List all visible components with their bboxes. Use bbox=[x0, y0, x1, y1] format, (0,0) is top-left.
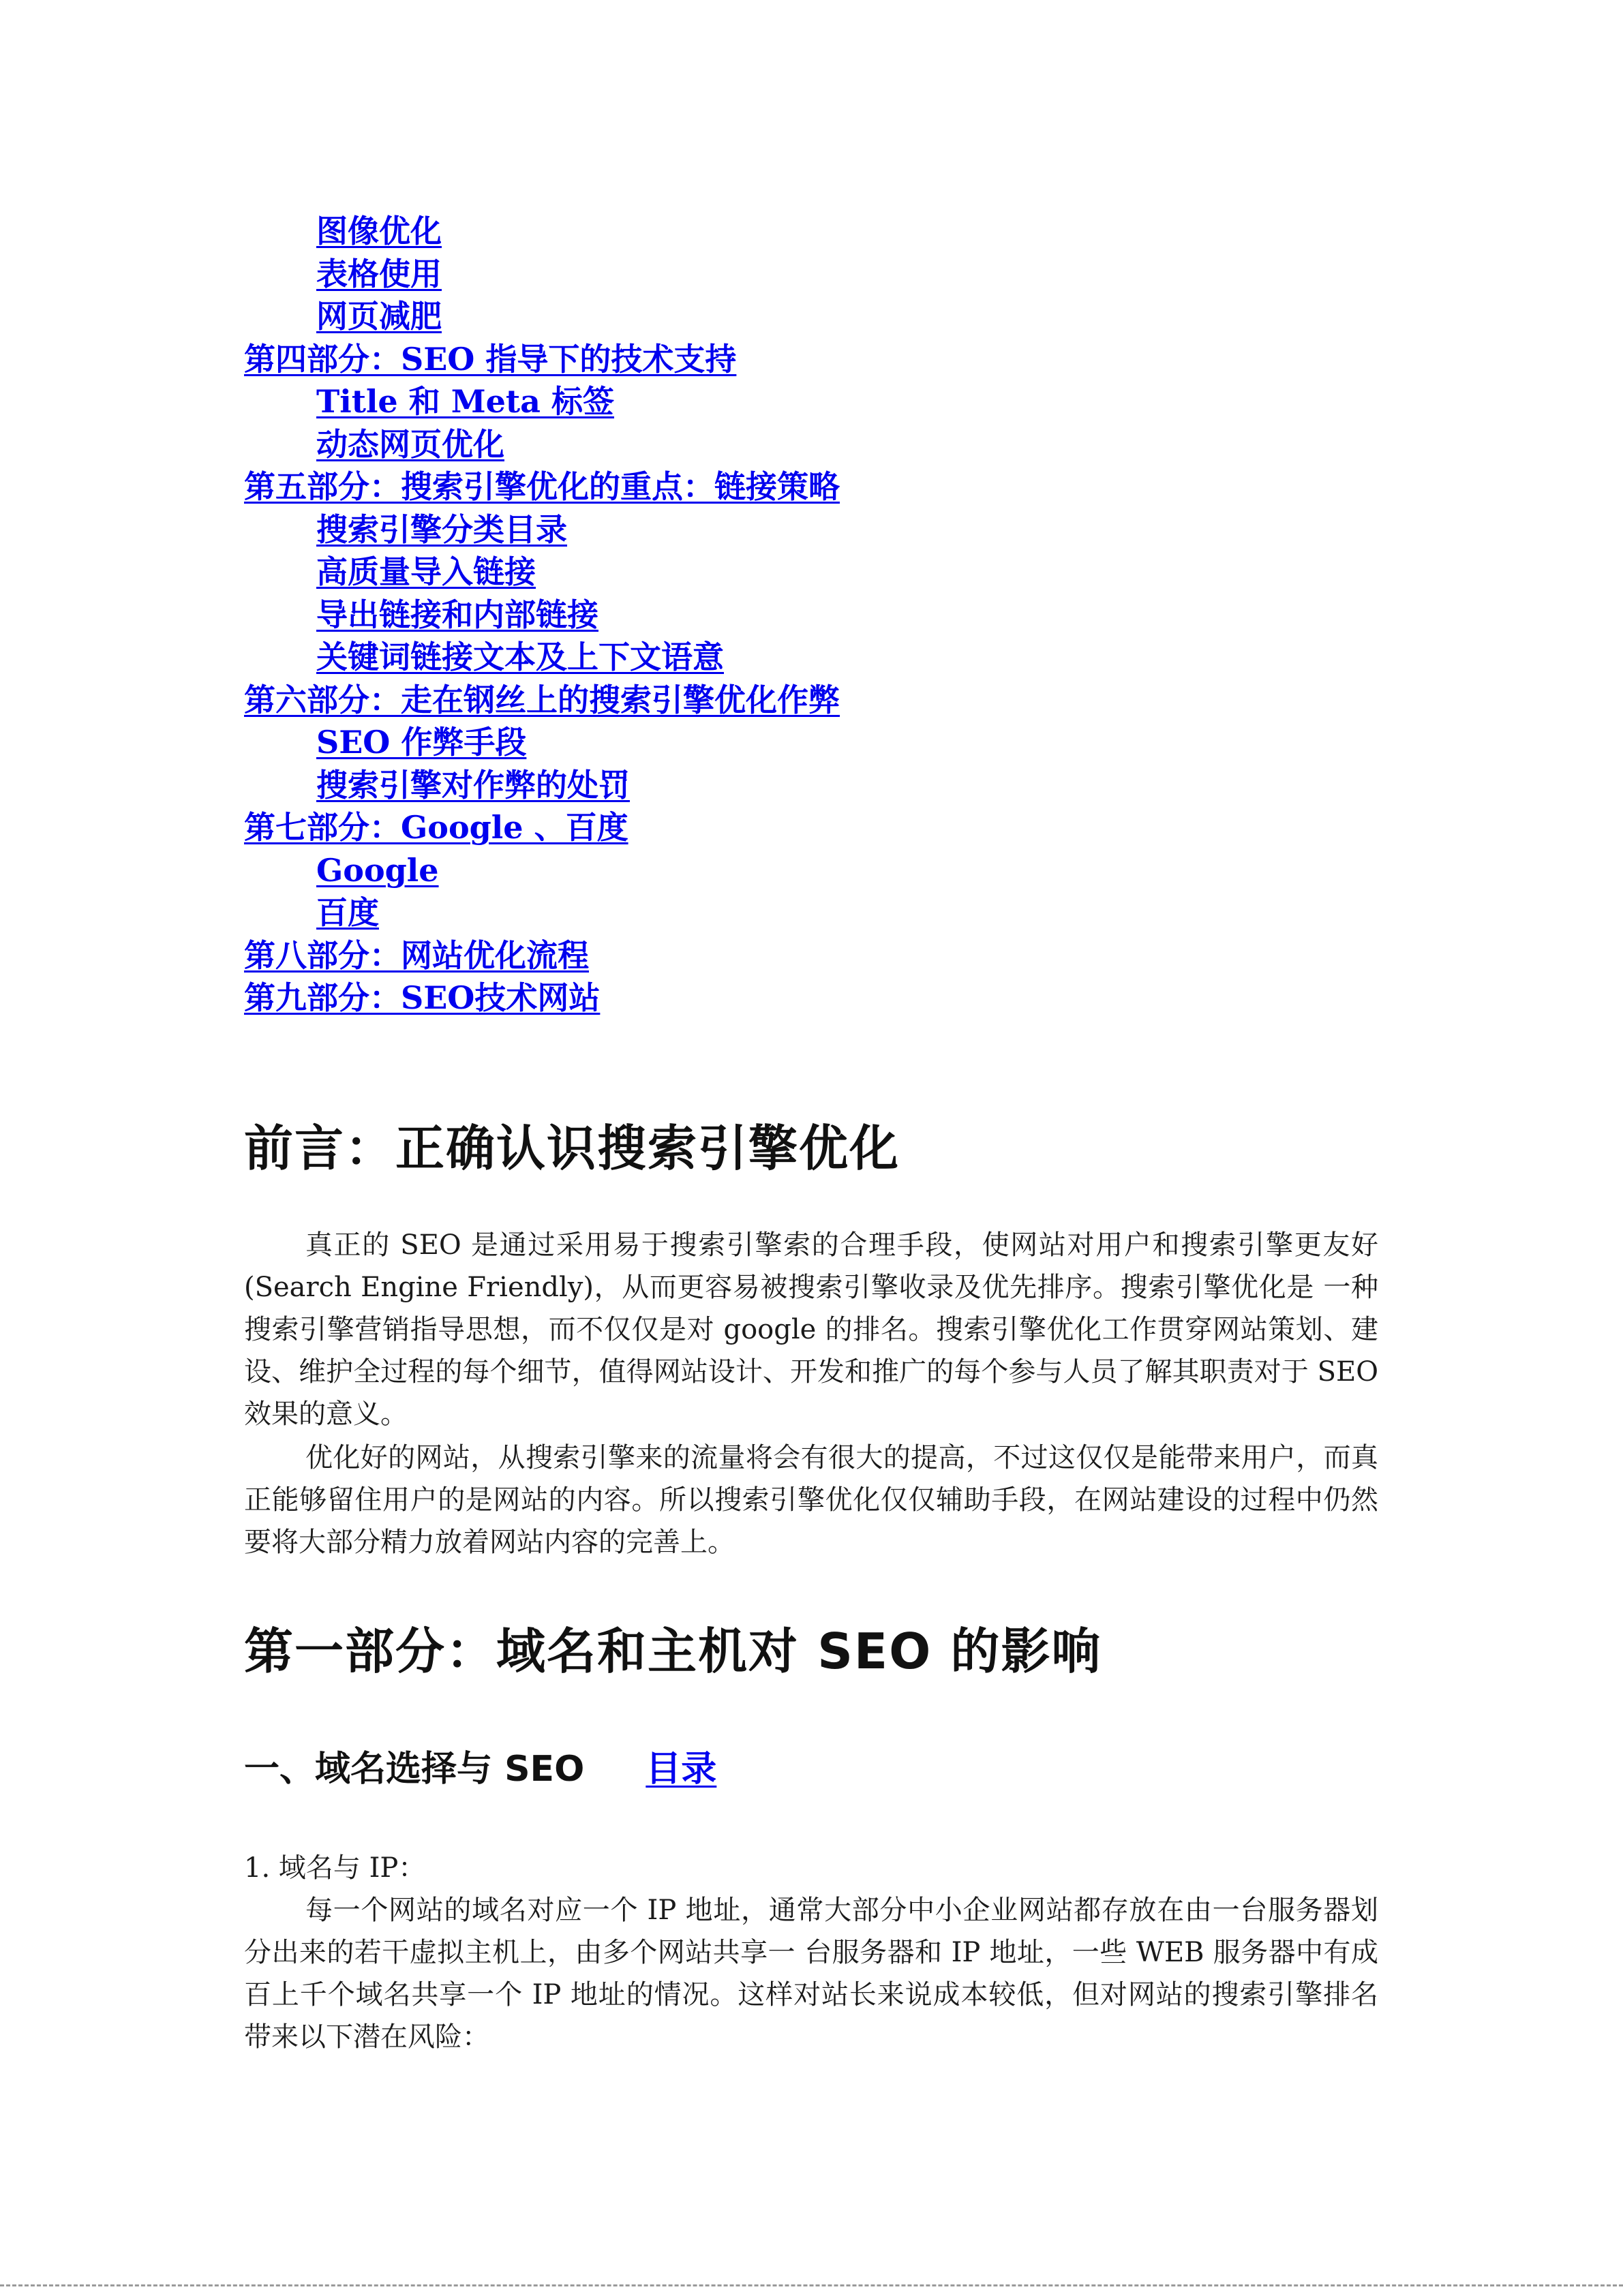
preface-heading: 前言：正确认识搜索引擎优化 bbox=[244, 1120, 900, 1177]
toc-part-link[interactable]: 第四部分：SEO 指导下的技术支持 bbox=[244, 340, 737, 378]
part1-heading: 第一部分：域名和主机对 SEO 的影响 bbox=[244, 1623, 1102, 1680]
toc-section-link[interactable]: Title 和 Meta 标签 bbox=[316, 383, 614, 420]
toc-section-link[interactable]: 搜索引擎分类目录 bbox=[316, 510, 567, 548]
preface-paragraph-1: 真正的 SEO 是通过采用易于搜索引擎索的合理手段，使网站对用户和搜索引擎更友好 (Search Engine Friendly)，从而更容易被搜索引擎收录及优先排序。搜索引擎优化是 一种搜索引擎营销指导思想，而不仅仅是对 google 的排名。搜索引擎优化工作贯穿网站策划、建设、维护全过程的每个细节，值得网站设计、开发和推广的每个参与人员了解其职责对于 SEO 效果的意义。 bbox=[244, 1229, 1378, 1430]
toc-section-link[interactable]: 动态网页优化 bbox=[316, 425, 504, 463]
toc-section-link[interactable]: 关键词链接文本及上下文语意 bbox=[316, 639, 724, 675]
toc-section-link[interactable]: 表格使用 bbox=[316, 255, 442, 292]
toc-part-link[interactable]: 第五部分：搜索引擎优化的重点：链接策略 bbox=[244, 468, 840, 505]
page-bottom-rule bbox=[0, 2284, 1623, 2286]
table-of-contents bbox=[244, 210, 1266, 1020]
toc-section-link[interactable]: SEO 作弊手段 bbox=[316, 724, 527, 761]
preface-paragraph-2: 优化好的网站，从搜索引擎来的流量将会有很大的提高，不过这仅仅是能带来用户，而真正能够留住用户的是网站的内容。所以搜索引擎优化仅仅辅助手段，在网站建设的过程中仍然要将大部分精力放着网站内容的完善上。 bbox=[244, 1442, 1378, 1558]
back-to-toc-link[interactable]: 目录 bbox=[646, 1749, 717, 1790]
toc-section-link[interactable]: 搜索引擎对作弊的处罚 bbox=[316, 766, 630, 803]
toc-part-link[interactable]: 第七部分：Google 、百度 bbox=[244, 809, 628, 846]
toc-section-link[interactable]: Google bbox=[316, 851, 439, 889]
toc-section-link[interactable]: 图像优化 bbox=[316, 213, 442, 249]
item1-title: 1. 域名与 IP： bbox=[244, 1852, 426, 1884]
item1-body: 每一个网站的域名对应一个 IP 地址，通常大部分中小企业网站都存放在由一台服务器划分出来的若干虚拟主机上，由多个网站共享一 台服务器和 IP 地址，一些 WEB 服务器中有成百上千个域名共享一个 IP 地址的情况。这样对站长来说成本较低，但对网站的搜索引擎排名带来以下潜在风险： bbox=[244, 1895, 1378, 2053]
section-heading-domain-seo bbox=[244, 1745, 716, 1794]
toc-part-link[interactable]: 第八部分：网站优化流程 bbox=[244, 936, 589, 974]
toc-part-link[interactable]: 第六部分：走在钢丝上的搜索引擎优化作弊 bbox=[244, 681, 840, 718]
toc-section-link[interactable]: 网页减肥 bbox=[316, 298, 442, 335]
section-heading-text: 一、域名选择与 SEO bbox=[244, 1749, 585, 1790]
toc-section-link[interactable]: 百度 bbox=[316, 894, 379, 931]
toc-section-link[interactable]: 高质量导入链接 bbox=[316, 553, 536, 590]
toc-part-link[interactable]: 第九部分：SEO技术网站 bbox=[244, 979, 601, 1016]
toc-section-link[interactable]: 导出链接和内部链接 bbox=[316, 596, 598, 633]
